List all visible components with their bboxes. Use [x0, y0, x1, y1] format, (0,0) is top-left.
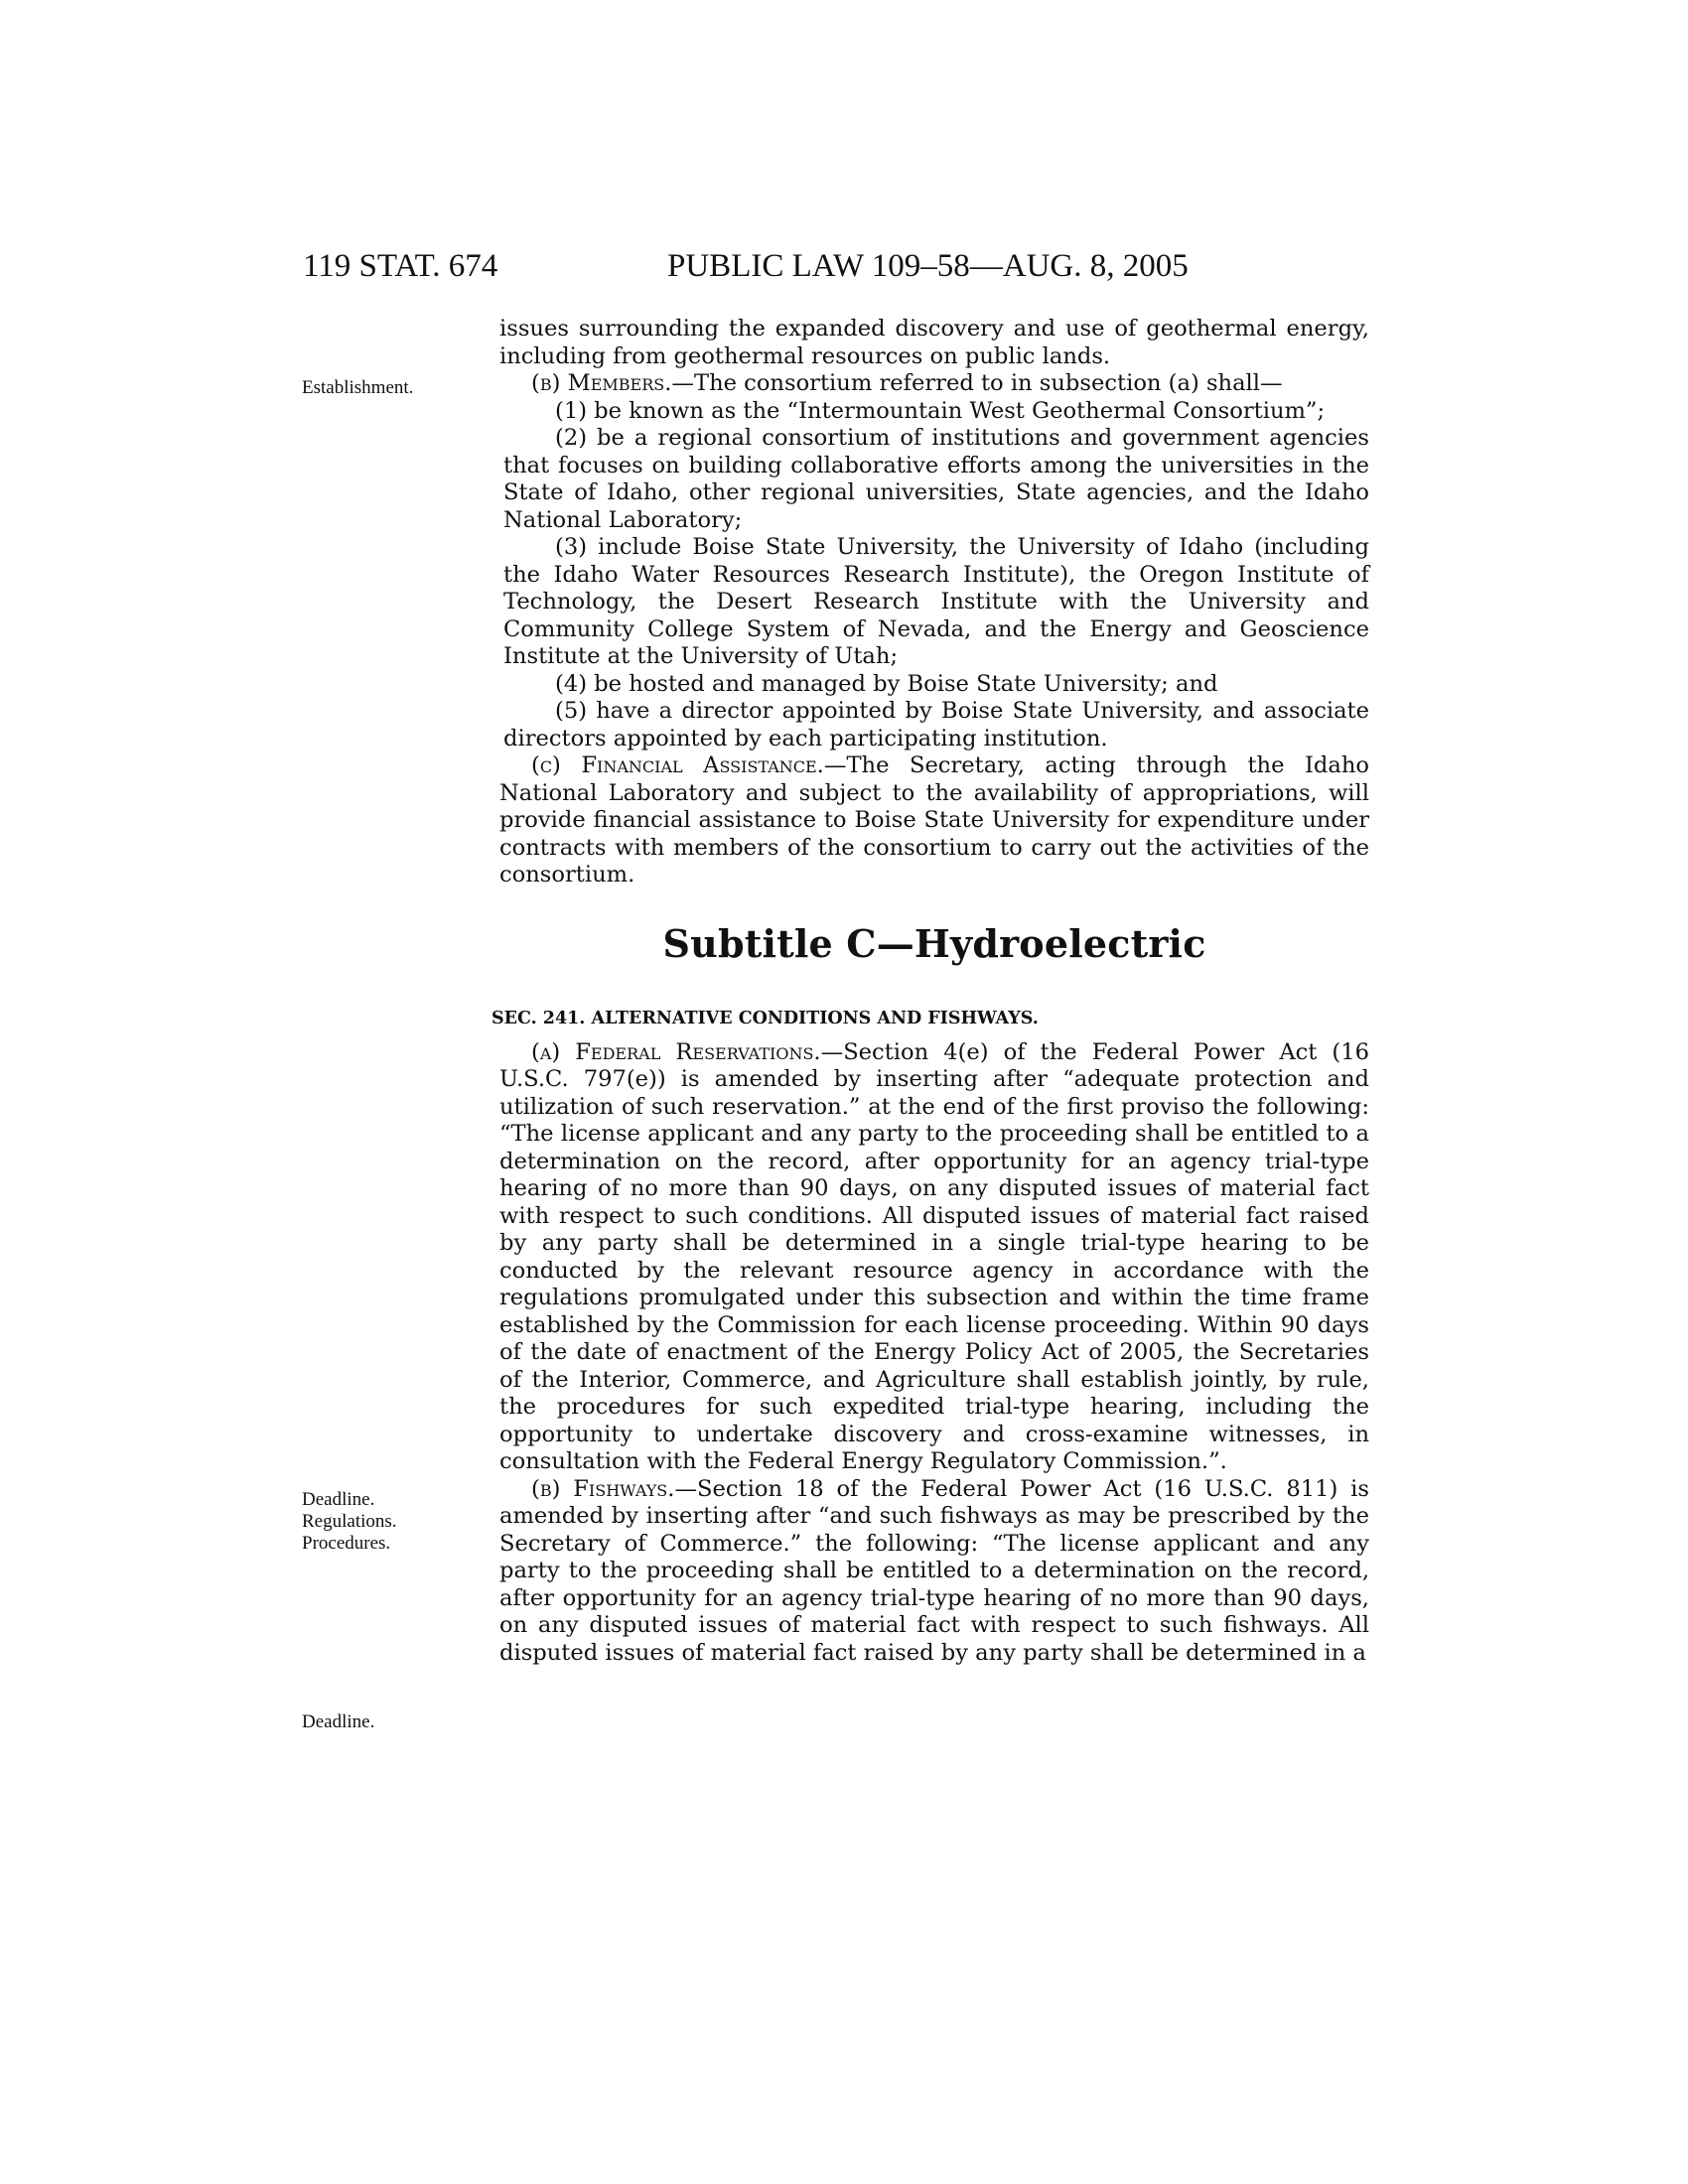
statute-page-reference: 119 STAT. 674 [303, 248, 498, 284]
margin-note-deadline: Deadline. [302, 1489, 375, 1510]
public-law-title: PUBLIC LAW 109–58—AUG. 8, 2005 [667, 248, 1189, 284]
members-text: —The consortium referred to in subsection (a) shall— [671, 370, 1283, 396]
subsection-b-fishways [499, 1476, 1369, 1668]
financial-label: (c) Financial Assistance. [531, 752, 824, 778]
section-heading: SEC. 241. ALTERNATIVE CONDITIONS AND FISHWAYS. [492, 1008, 1039, 1028]
margin-note-deadline-2: Deadline. [302, 1711, 375, 1732]
list-item: (5) have a director appointed by Boise State University, and associate directors appointed by each participating institution. [503, 698, 1369, 751]
margin-note-procedures: Procedures. [302, 1533, 391, 1554]
list-item: (3) include Boise State University, the University of Idaho (including the Idaho Water Resources Research Institute), the Oregon Institute of Technology, the Desert Research Institute with the University and Community College System of Nevada, and the Energy and Geoscience Institute at the University of Utah; [503, 534, 1369, 669]
list-item: (4) be hosted and managed by Boise State University; and [555, 670, 1218, 697]
running-head [0, 246, 1688, 286]
continuation-paragraph: issues surrounding the expanded discovery and use of geothermal energy, including from geothermal resources on public lands. [499, 316, 1369, 369]
fishways-text: —Section 18 of the Federal Power Act (16 U.S.C. 811) is amended by inserting after “and such fishways as may be prescribed by the Secretary of Commerce.” the following: “The license applicant and any party to the proceeding shall be entitled to a determination on the record, after opportunity for an agency trial-type hearing of no more than 90 days, on any disputed issues of material fact with respect to such fishways. All disputed issues of material fact raised by any party shall be determined in a [499, 1475, 1369, 1666]
federal-text: —Section 4(e) of the Federal Power Act (16 U.S.C. 797(e)) is amended by inserting after “adequate protection and utilization of such reservation.” at the end of the first proviso the following: “The license applicant and any party to the proceeding shall be entitled to a determination on the record, after opportunity for an agency trial-type hearing of no more than 90 days, on any disputed issues of material fact with respect to such conditions. All disputed issues of material fact raised by any party shall be determined in a single trial-type hearing to be conducted by the relevant resource agency in accordance with the regulations promulgated under this subsection and within the time frame established by the Commission for each license proceeding. Within 90 days of the date of enactment of the Energy Policy Act of 2005, the Secretaries of the Interior, Commerce, and Agriculture shall establish jointly, by rule, the procedures for such expedited trial-type hearing, including the opportunity to undertake discovery and cross-examine witnesses, in consultation with the Federal Energy Regulatory Commission.”. [499, 1038, 1369, 1474]
list-item: (2) be a regional consortium of institutions and government agencies that focuses on building collaborative efforts among the universities in the State of Idaho, other regional universities, State agencies, and the Idaho National Laboratory; [503, 425, 1369, 533]
subsection-a-federal-reservations [499, 1039, 1369, 1476]
list-item: (1) be known as the “Intermountain West Geothermal Consortium”; [555, 397, 1326, 424]
fishways-label: (b) Fishways. [531, 1475, 675, 1502]
members-label: (b) Members. [531, 370, 672, 396]
margin-note-regulations: Regulations. [302, 1511, 397, 1532]
federal-label: (a) Federal Reservations. [531, 1038, 821, 1065]
financial-text: —The Secretary, acting through the Idaho National Laboratory and subject to the availability of appropriations, will provide financial assistance to Boise State University for expenditure under contracts with members of the consortium to carry out the activities of the consortium. [499, 752, 1369, 887]
margin-note-establishment: Establishment. [302, 377, 414, 398]
subsection-b-members [499, 370, 1369, 398]
subsection-c-financial-assistance [499, 752, 1369, 889]
members-list [499, 398, 1369, 753]
subtitle-heading: Subtitle C—Hydroelectric [662, 920, 1206, 966]
statute-body [492, 316, 1369, 1667]
